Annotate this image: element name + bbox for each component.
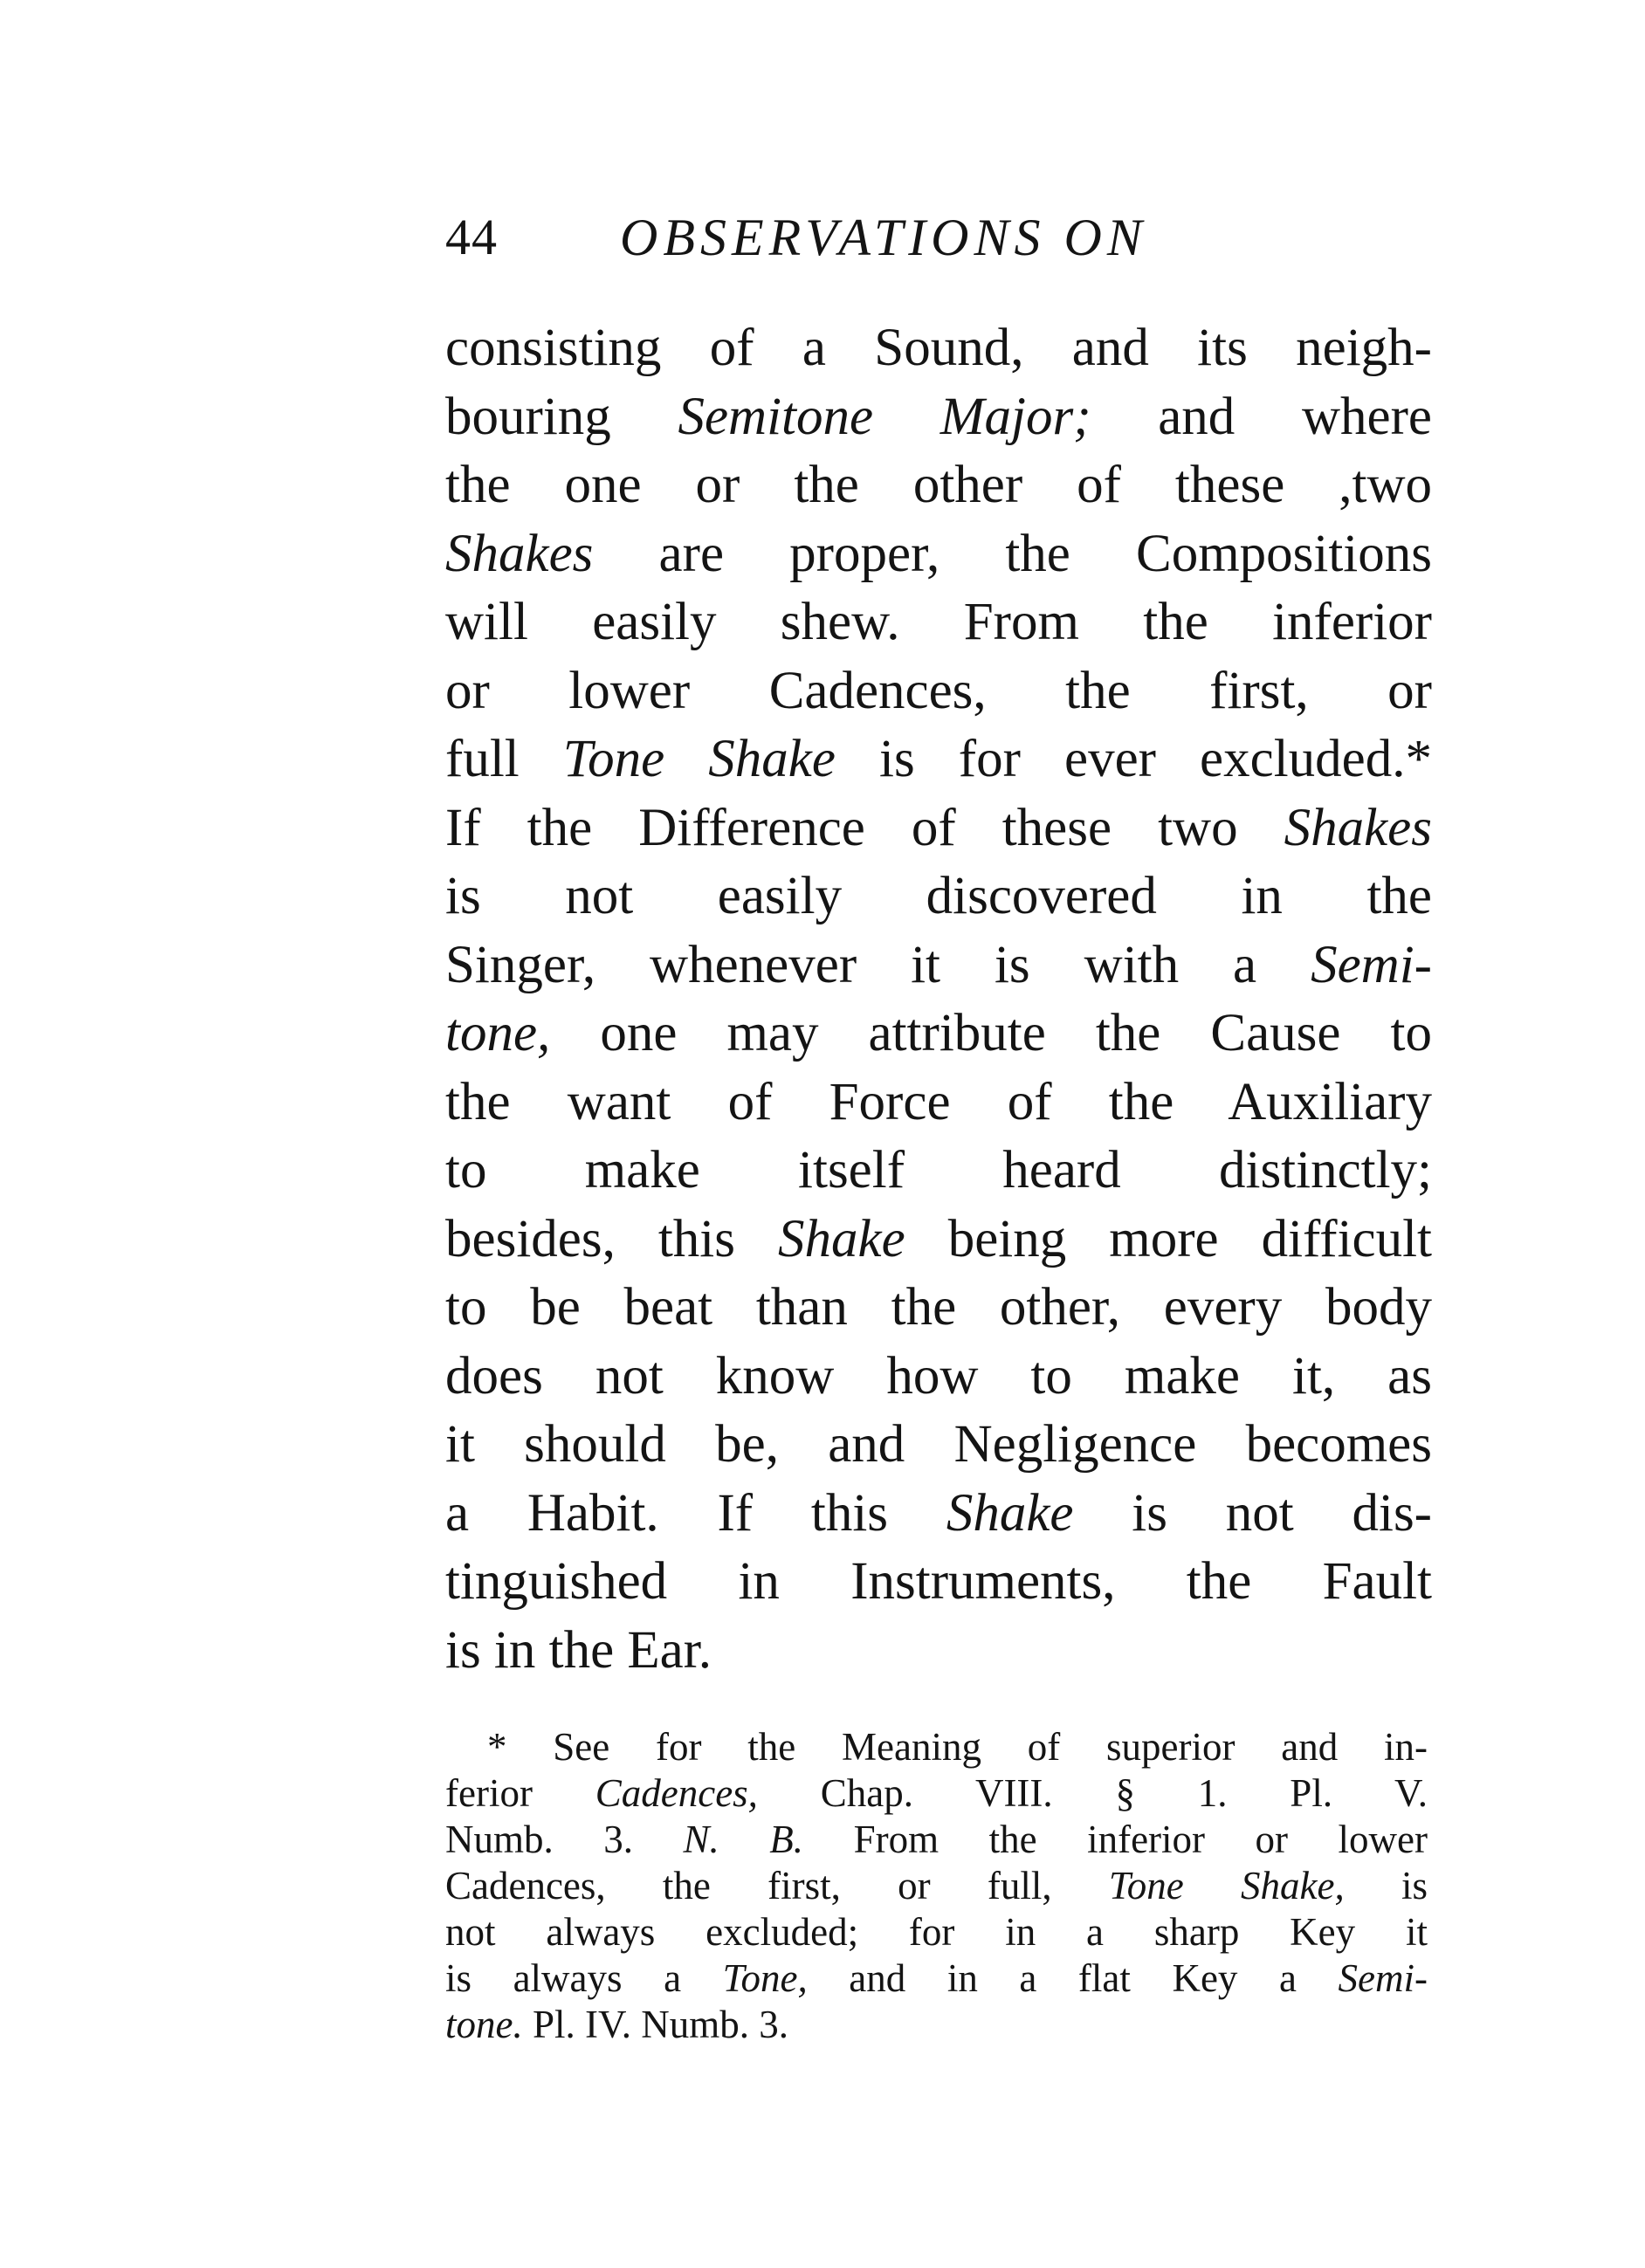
italic-text: Semi-	[1311, 935, 1432, 994]
italic-text: Cadences,	[595, 1771, 758, 1815]
italic-text: Tone Shake	[562, 730, 836, 788]
footnote-line: * See for the Meaning of superior and in-	[487, 1725, 1428, 1769]
body-text	[445, 314, 1432, 1685]
footnote-line: Cadences, the first, or full, Tone Shake, is	[445, 1864, 1428, 1907]
body-line: besides, this Shake being more difficult	[445, 1209, 1432, 1268]
running-head	[445, 203, 1301, 272]
footnote-line: tone. Pl. IV. Numb. 3.	[445, 2003, 788, 2046]
page-number: 44	[445, 209, 498, 265]
italic-text: Tone Shake,	[1108, 1864, 1345, 1907]
body-line: If the Difference of these two Shakes	[445, 798, 1432, 857]
body-line: the want of Force of the Auxiliary	[445, 1072, 1432, 1131]
footnote-line: ferior Cadences, Chap. VIII. § 1. Pl. V.	[445, 1771, 1428, 1815]
italic-text: Shakes	[445, 524, 594, 583]
body-line: is in the Ear.	[445, 1620, 712, 1680]
body-line: tinguished in Instruments, the Fault	[445, 1552, 1432, 1611]
body-line: a Habit. If this Shake is not dis-	[445, 1483, 1433, 1543]
body-line: is not easily discovered in the	[445, 867, 1432, 925]
footnote-line: is always a Tone, and in a flat Key a Semi-	[445, 1956, 1428, 2000]
body-line: or lower Cadences, the first, or	[445, 661, 1432, 720]
italic-text: Shakes	[1284, 798, 1432, 857]
footnote-line: not always excluded; for in a sharp Key it	[445, 1910, 1428, 1954]
body-line: Singer, whenever it is with a Semi-	[445, 935, 1432, 994]
italic-text: tone,	[445, 1004, 551, 1062]
body-line: the one or the other of these ,two	[445, 456, 1432, 514]
body-line: does not know how to make it, as	[445, 1346, 1432, 1405]
italic-text: Tone,	[722, 1956, 808, 2000]
body-line: tone, one may attribute the Cause to	[445, 1004, 1432, 1062]
running-title: OBSERVATIONS ON	[620, 209, 1147, 266]
italic-text: N. B.	[683, 1818, 804, 1861]
italic-text: Semitone Major;	[678, 387, 1091, 446]
body-line: Shakes are proper, the Compositions	[445, 524, 1432, 583]
body-line: to be beat than the other, every body	[445, 1278, 1432, 1337]
body-line: consisting of a Sound, and its neigh-	[445, 319, 1432, 377]
italic-text: Semi-	[1338, 1956, 1428, 2000]
body-line: bouring Semitone Major; and where	[445, 387, 1432, 446]
italic-text: tone.	[445, 2003, 523, 2046]
body-line: will easily shew. From the inferior	[445, 593, 1432, 651]
italic-text: Shake	[778, 1209, 905, 1268]
body-line: full Tone Shake is for ever excluded.*	[445, 730, 1432, 788]
body-line: it should be, and Negligence becomes	[445, 1415, 1432, 1474]
footnote	[445, 1724, 1428, 2048]
body-line: to make itself heard distinctly;	[445, 1141, 1432, 1199]
footnote-line: Numb. 3. N. B. From the inferior or lower	[445, 1818, 1428, 1861]
italic-text: Shake	[946, 1483, 1074, 1543]
